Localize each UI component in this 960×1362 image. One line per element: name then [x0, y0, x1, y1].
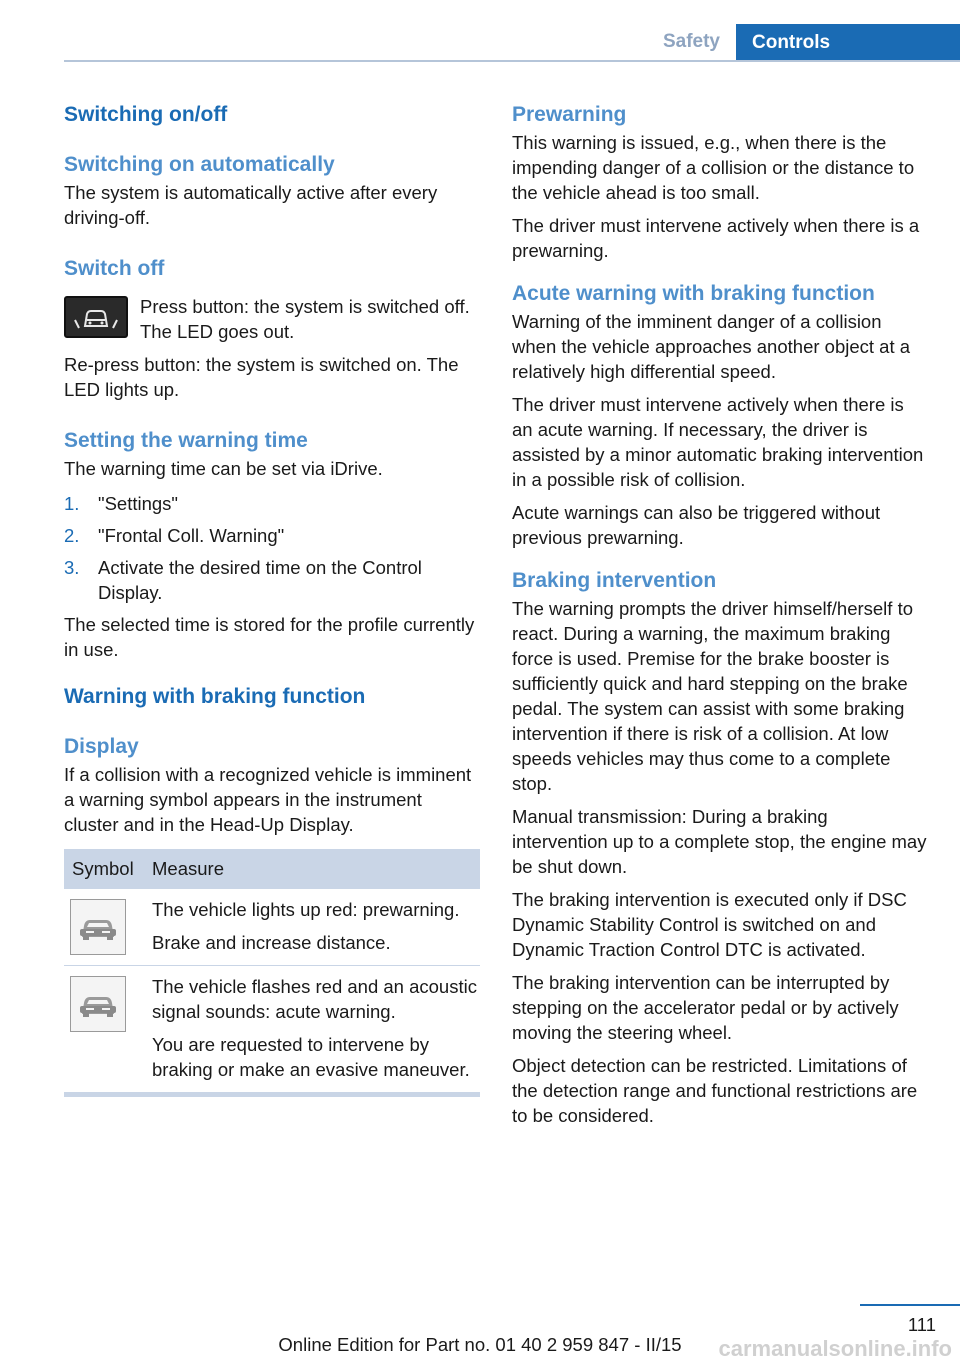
paragraph-warning-time: The warning time can be set via iDrive.: [64, 458, 383, 479]
table-row: [64, 889, 480, 966]
paragraph-intervention-5: Object detection can be restricted. Limitations of the detection range and functional restrictions are to be considered.: [512, 1055, 918, 1126]
column-header-symbol: Symbol: [72, 858, 134, 879]
list-item: 2. "Frontal Coll. Warning": [64, 525, 285, 546]
heading-switch-off: Switch off: [64, 257, 165, 280]
vehicle-red-icon: [70, 899, 126, 955]
symbol-table: [64, 849, 480, 1097]
vehicle-flashing-icon: [70, 976, 126, 1032]
heading-warning-braking-function: Warning with braking function: [64, 685, 366, 708]
edition-footer: Online Edition for Part no. 01 40 2 959 847 - II/15: [278, 1334, 682, 1355]
paragraph-intervention-4: The braking intervention can be interrupted by stepping on the accelerator pedal or by actively moving the steering wheel.: [512, 972, 899, 1043]
paragraph-intervention-1: The warning prompts the driver himself/herself to react. During a warning, the maximum braking force is used. Premise for the brake booster is sufficiently quick and hard stepping on the brake pedal. The system can assist with some braking intervention if there is risk of a collision. At low speeds vehicles may thus come to a complete stop.: [512, 598, 914, 794]
paragraph-acute-2: The driver must intervene actively when there is an acute warning. If necessary, the driver is assisted by a minor automatic braking intervention in a possible risk of collision.: [512, 394, 924, 490]
column-header-measure: Measure: [152, 858, 224, 879]
header-divider: [64, 60, 960, 62]
table-row: [64, 966, 480, 1092]
table-header: [64, 849, 480, 889]
heading-display: Display: [64, 735, 139, 758]
chapter-tab-controls[interactable]: Controls: [736, 24, 960, 62]
measure-text: The vehicle flashes red and an acoustic signal sounds: acute warning.: [152, 976, 477, 1022]
measure-text: You are requested to intervene by braking or make an evasive maneuver.: [152, 1034, 470, 1080]
footer-divider: [860, 1304, 960, 1306]
heading-switching-on-automatically: Switching on automatically: [64, 153, 335, 176]
paragraph-prewarning-1: This warning is issued, e.g., when there is the impending danger of a collision or the distance to the vehicle ahead is too small.: [512, 132, 915, 203]
collision-warning-button-icon: [64, 296, 128, 338]
heading-switching-on-off: Switching on/off: [64, 103, 228, 126]
heading-braking-intervention: Braking intervention: [512, 569, 717, 592]
heading-acute-warning: Acute warning with braking function: [512, 282, 875, 305]
list-item: 1. "Settings": [64, 493, 178, 514]
page-number: 111: [907, 1314, 936, 1335]
heading-warning-time: Setting the warning time: [64, 429, 308, 452]
button-instruction-row: [64, 294, 480, 344]
section-tab-safety[interactable]: Safety: [662, 31, 720, 52]
paragraph-acute-3: Acute warnings can also be triggered without previous prewarning.: [512, 502, 881, 548]
paragraph-acute-1: Warning of the imminent danger of a collision when the vehicle approaches another object at a relatively high differential speed.: [512, 311, 911, 382]
page-header: [0, 0, 960, 62]
paragraph-time-stored: The selected time is stored for the profile currently in use.: [64, 614, 475, 660]
paragraph-auto: The system is automatically active after every driving-off.: [64, 182, 438, 228]
table-bottom-bar: [64, 1092, 480, 1097]
paragraph-display: If a collision with a recognized vehicle is imminent a warning symbol appears in the instrument cluster and in the Head-Up Display.: [64, 764, 472, 835]
list-item: 3. Activate the desired time on the Control Display.: [64, 557, 422, 603]
measure-text: Brake and increase distance.: [152, 932, 391, 953]
paragraph-intervention-2: Manual transmission: During a braking intervention up to a complete stop, the engine may be shut down.: [512, 806, 927, 877]
paragraph-prewarning-2: The driver must intervene actively when there is a prewarning.: [512, 215, 920, 261]
paragraph-press-button: Press button: the system is switched off. The LED goes out.: [140, 296, 470, 342]
left-column: [64, 100, 480, 1097]
heading-prewarning: Prewarning: [512, 103, 627, 126]
steps-list: [64, 491, 480, 605]
paragraph-intervention-3: The braking intervention is executed only if DSC Dynamic Stability Control is switched on and Dynamic Traction Control DTC is activated.: [512, 889, 907, 960]
paragraph-repress-button: Re-press button: the system is switched on. The LED lights up.: [64, 354, 459, 400]
right-column: [512, 100, 928, 1128]
measure-text: The vehicle lights up red: prewarning.: [152, 899, 460, 920]
watermark: carmanualsonline.info: [718, 1336, 952, 1361]
